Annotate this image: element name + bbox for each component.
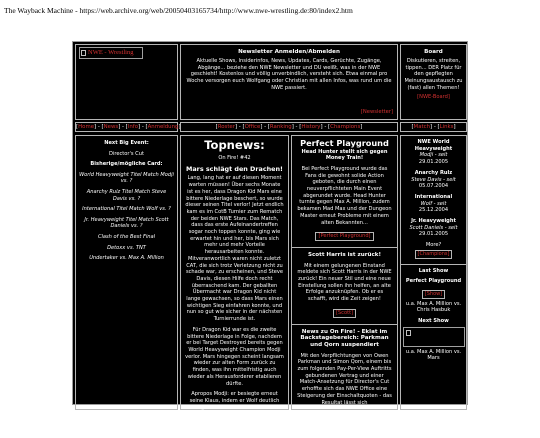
topnews-column bbox=[180, 135, 289, 438]
next-event-name: Director's Cut bbox=[109, 150, 144, 157]
board-link[interactable]: [NWE-Board] bbox=[417, 93, 450, 100]
wh-date: 29.01.2005 bbox=[418, 159, 449, 166]
harris-title: Scott Harris ist zurück! bbox=[307, 251, 382, 258]
card-match-7: Undertaker vs. Max A. Million bbox=[89, 255, 164, 262]
logo-cell bbox=[75, 44, 178, 120]
nav-roster[interactable]: Roster bbox=[217, 124, 235, 130]
nav-anmeldung[interactable]: Anmeldung bbox=[147, 124, 179, 130]
nav-history[interactable]: History bbox=[301, 124, 321, 130]
topnews-title: Topnews: bbox=[204, 138, 265, 152]
nav-champions[interactable]: Champions bbox=[330, 124, 361, 130]
int-title: International bbox=[414, 193, 453, 200]
nav-group-main: [Home] - [News] - [Info] - [Anmeldung] bbox=[76, 124, 181, 130]
onfire-news-title: News zu On Fire! - Eklat im Backstagebereich: Parkman und Qorn suspendiert bbox=[300, 328, 389, 348]
more-label: More? bbox=[425, 242, 442, 249]
last-show-title: Last Show bbox=[418, 267, 449, 274]
topnews-paragraph-2: Für Dragon Kid war es die zweite bittere Niederlage in Folge, nachdem er bei Target Destroyed bereits gegen World Heavyweight Champion Modji verlor. Mars hingegen scheint langsam wieder zur alten Form zurück zu finden, was ihn mittelfristig auch wieder als Herausforderer etablieren dürfte. bbox=[185, 326, 284, 387]
pp-show-button[interactable]: [Perfect Playground] bbox=[315, 232, 373, 241]
next-show-image[interactable] bbox=[403, 327, 465, 347]
ar-date: 05.07.2004 bbox=[418, 183, 449, 190]
harris-text: Mit einem gelungenen Einstand meldete sich Scott Harris in der NWE zurück! Ein neuer Stil und eine neue Einstellung sollen ihn helfen, an alte Erfolge anzuknüpfen. Ob er es schafft, wird die Zeit zeigen! bbox=[297, 262, 392, 303]
jr-date: 29.01.2005 bbox=[418, 231, 449, 238]
nav-match[interactable]: Match bbox=[413, 124, 430, 130]
newsletter-text: Aktuelle Shows, Insiderinfos, News, Updates, Cards, Gerüchte, Zugänge, Abgänge... beziehe den NWE Newsletter und DU weißt, was in der NWE geschieht! Kostenlos und völlig unverbindlich, versteht sich. Etwa einmal pro Woche versorgen euch Wolfgang oder Christian mit allen Infos, was rund um die NWE passiert. bbox=[186, 58, 392, 91]
nav-info[interactable]: Info bbox=[127, 124, 138, 130]
card-match-3: International Titel Match Wolf vs. ? bbox=[82, 206, 171, 213]
topnews-heading: Mars schlägt den Drachen! bbox=[186, 164, 283, 173]
newsletter-link[interactable]: [Newsletter] bbox=[360, 109, 393, 115]
int-date: 25.12.2004 bbox=[418, 207, 449, 214]
nwe-page bbox=[72, 41, 468, 438]
last-show-name: Perfect Playground bbox=[405, 278, 462, 285]
nav-news[interactable]: News bbox=[103, 124, 119, 130]
divider bbox=[292, 324, 397, 325]
left-sidebar bbox=[75, 135, 178, 410]
nav-links[interactable]: Links bbox=[439, 124, 454, 130]
newsletter-box bbox=[180, 44, 398, 120]
nav-home[interactable]: Home bbox=[78, 124, 95, 130]
divider bbox=[401, 264, 466, 265]
broken-image-icon bbox=[81, 50, 86, 56]
jr-champion: Scott Daniels - seit bbox=[409, 224, 458, 231]
board-box bbox=[400, 44, 467, 120]
card-match-1: World Heavyweight Titel Match Modji vs. ? bbox=[79, 171, 174, 185]
card-match-5: Clash of the Best Final bbox=[97, 233, 156, 240]
onfire-news-text: Mit den Verpflichtungen von Owen Parkman und Simon Qorn, einem bis zum folgenden Pay-Per-View Auftritts gebundenen Vertrag und einer Match-Ansetzung für Director's Cut erhoffte sich das NWE Office eine Steigerung der Einschaltquoten - das Resultat lässt sich bbox=[297, 352, 392, 406]
ar-title: Anarchy Rulz bbox=[414, 169, 453, 176]
board-title: Board bbox=[424, 49, 443, 55]
last-show-match: u.a. Max A. Million vs. Chris Hasbuk bbox=[405, 300, 462, 314]
next-show-title: Next Show bbox=[418, 318, 449, 325]
pp-subtitle: Head Hunter stellt sich gegen Money Train! bbox=[301, 148, 388, 162]
board-text: Diskutieren, streiten, tippen... DER Platz für den gepflegten Meinungsaustausch zu (fast) allen Themen! bbox=[404, 58, 463, 91]
logo-alt-text: NWE - Wrestling bbox=[88, 49, 134, 56]
topnews-subtitle: On Fire! #42 bbox=[218, 155, 251, 161]
int-champion: Wolf - seit bbox=[420, 200, 447, 207]
topnews-paragraph-1: Lang, lang hat er auf diesen Moment warten müssen! Über sechs Monate ist es her, dass Dragon Kid Mars eine bittere Niederlage beschert, so wurde dieser seinen Titel verlor! Jetzt endlich kam es im CotB Turnier zum Rematch der beiden NWE Stars. Das Match, dass das erste Aufeinandertreffen sogar noch toppen konnte, ging wie erwartet hin und her, bis Mars sich mehr und mehr Vorteile herausarbeiten konnte. Mitveranwortlich waren nicht zuletzt CAT, die sich trotz Verletzung nicht zu schade war, zu erscheinen, und Steve Davis, diesen Hilfe doch recht überraschend kam. Der geballten Übermacht war Dragon Kid nicht lange gewachsen, so dass Mars einen wichtigen Sieg einfahren konnte, und nun so gut wie sicher in der nächsten Turnierrunde ist. bbox=[185, 175, 284, 323]
wh-title: NWE World Heavyweight bbox=[414, 139, 453, 152]
news-column bbox=[291, 135, 398, 410]
broken-image-icon bbox=[406, 330, 411, 336]
nwe-logo[interactable] bbox=[79, 47, 143, 59]
nav-group-federation: [Roster] - [Office] - [Ranking] - [History] - [Champions] bbox=[180, 122, 398, 132]
next-show-match: u.a. Max A. Million vs. Mars bbox=[405, 348, 462, 362]
champions-sidebar bbox=[400, 135, 467, 410]
nav-ranking[interactable]: Ranking bbox=[269, 124, 292, 130]
card-match-6: Detoxx vs. TNT bbox=[107, 244, 146, 251]
wayback-banner: The Wayback Machine - https://web.archive.org/web/20050403165734/http://www.nwe-wrestling.de:80/index2.htm bbox=[0, 0, 540, 20]
show-button[interactable]: [Show] bbox=[422, 290, 445, 299]
card-match-4: Jr. Heavyweight Titel Match Scott Daniels vs. ? bbox=[84, 216, 169, 230]
card-title: Bisherige/mögliche Card: bbox=[90, 161, 163, 168]
next-event-title: Next Big Event: bbox=[104, 140, 149, 146]
wh-champion: Modji - seit bbox=[419, 152, 448, 159]
card-match-2: Anarchy Rulz Titel Match Steve Davis vs. ? bbox=[86, 188, 167, 202]
newsletter-title: Newsletter Anmelden/Abmelden bbox=[238, 49, 340, 55]
topnews-paragraph-3: Apropos Modji: er besiegte erneut seine Klaus, indem er Wolf deutlich besiegte. Für Wolf endete damit eine mehrmonatige Siegesserie, was den Sieg für Modji nur umso bedeutender machen dürfte. War euch immer der erste Herausforderer sein wird, bbox=[186, 391, 283, 438]
divider bbox=[292, 247, 397, 248]
scott-button[interactable]: [Scott] bbox=[333, 309, 356, 318]
pp-title: Perfect Playground bbox=[300, 138, 389, 148]
nav-office[interactable]: Office bbox=[244, 124, 261, 130]
jr-title: Jr. Heavyweight bbox=[411, 218, 456, 225]
pp-text: Bei Perfect Playground wurde das Fans die gewohnt solide Action geboten, die durch einen neuverpflichteten Main Event abgerundet wurde. Head Hunter turnte gegen Max A. Million, zudem bekamen Mad Max und der Dungeon Master erneut Probleme mit einem alten Bekannten... bbox=[297, 165, 392, 226]
nav-group-extra: [Match] - [Links] bbox=[400, 122, 467, 132]
champions-button[interactable]: [Champions] bbox=[415, 250, 453, 259]
ar-champion: Steve Davis - seit bbox=[411, 176, 456, 183]
